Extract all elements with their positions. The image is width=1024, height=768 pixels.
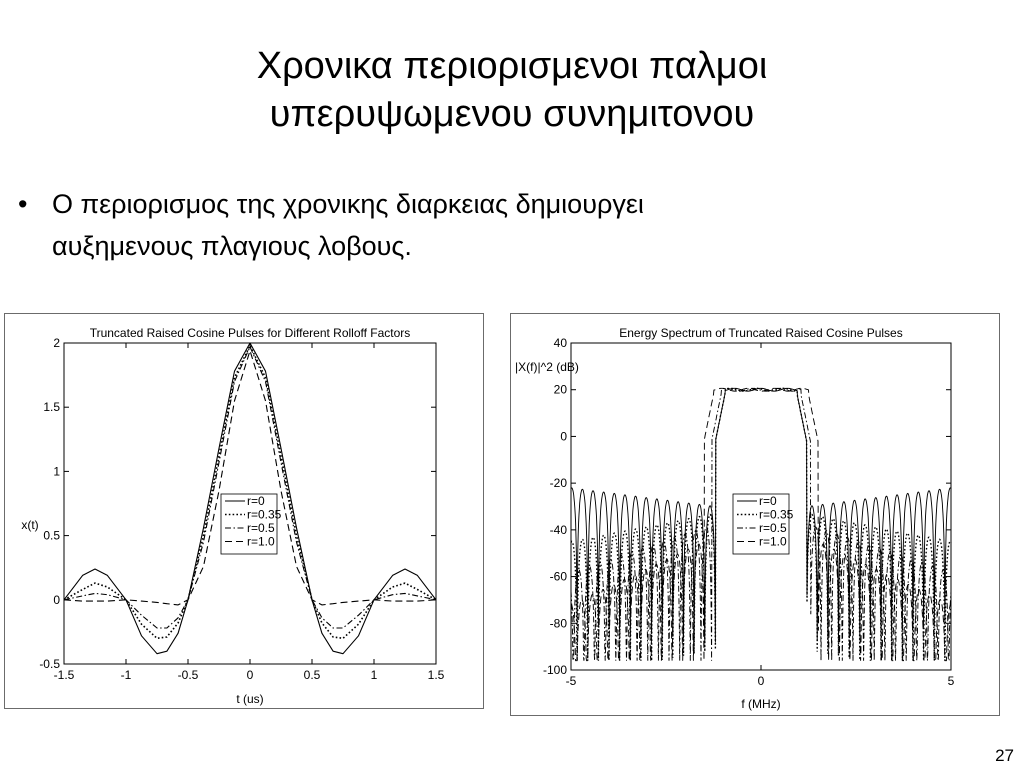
y-tick-label: 1 xyxy=(53,464,60,479)
x-tick-label: 1.5 xyxy=(427,668,445,682)
x-tick-label: 0.5 xyxy=(303,668,321,682)
y-tick-label: -80 xyxy=(549,616,567,631)
x-tick-label: 0 xyxy=(757,674,765,688)
x-tick-label: 5 xyxy=(947,674,955,688)
legend-label: r=1.0 xyxy=(759,534,787,549)
pulse-chart-svg xyxy=(5,314,483,708)
legend-label: r=0.35 xyxy=(247,507,282,522)
chart-title: Energy Spectrum of Truncated Raised Cosine Pulses xyxy=(619,326,903,340)
x-tick-label: -5 xyxy=(565,674,577,688)
series-line-r-0-35 xyxy=(64,346,436,639)
y-tick-label: -100 xyxy=(542,663,567,677)
y-tick-label: 1.5 xyxy=(43,400,60,415)
spectrum-chart xyxy=(510,313,1000,716)
y-tick-label: -20 xyxy=(549,476,567,491)
pulse-chart xyxy=(4,313,484,709)
y-axis-label: x(t) xyxy=(21,518,39,533)
y-tick-label: -40 xyxy=(549,522,567,537)
x-tick-label: 1 xyxy=(370,668,378,682)
slide-title-line-2: υπερυψωμενου συνημιτονου xyxy=(269,93,755,135)
y-tick-label: 40 xyxy=(553,336,567,350)
spectrum-chart-svg xyxy=(511,314,999,715)
y-tick-label: 0 xyxy=(53,592,60,607)
legend-label: r=0.5 xyxy=(759,521,787,535)
series-line-r-0-5 xyxy=(64,347,436,628)
y-axis-label: |X(f)|^2 (dB) xyxy=(515,360,579,374)
x-tick-label: -1.5 xyxy=(53,668,75,682)
x-tick-label: -1 xyxy=(120,668,132,682)
y-tick-label: -0.5 xyxy=(39,657,60,671)
legend-label: r=0 xyxy=(247,494,265,508)
legend-label: r=0.5 xyxy=(247,521,275,535)
bullet-dot: • xyxy=(18,189,28,219)
y-tick-label: -60 xyxy=(549,569,567,584)
x-axis-label: t (us) xyxy=(236,692,264,706)
bullet-text-line-2: αυξημενους πλαγιους λοβους. xyxy=(52,231,412,261)
series-line-r-1-0 xyxy=(64,351,436,605)
bullet-text-line-1: Ο περιορισμος της χρονικης διαρκειας δημιουργει xyxy=(52,189,644,219)
x-tick-label: -0.5 xyxy=(177,668,199,682)
y-tick-label: 2 xyxy=(53,336,60,350)
slide-title-line-1: Χρονικα περιορισμενοι παλμοι xyxy=(256,45,768,87)
legend-label: r=0 xyxy=(759,494,777,508)
y-tick-label: 0.5 xyxy=(43,528,60,543)
chart-title: Truncated Raised Cosine Pulses for Different Rolloff Factors xyxy=(89,326,411,340)
y-tick-label: 0 xyxy=(560,429,567,444)
legend-label: r=0.35 xyxy=(759,507,794,522)
x-tick-label: 0 xyxy=(246,668,254,682)
y-tick-label: 20 xyxy=(553,382,567,397)
legend-label: r=1.0 xyxy=(247,534,275,549)
page-number: 27 xyxy=(995,746,1014,765)
slide-title xyxy=(0,42,1024,138)
x-axis-label: f (MHz) xyxy=(741,697,781,711)
bullet-text xyxy=(52,183,952,267)
